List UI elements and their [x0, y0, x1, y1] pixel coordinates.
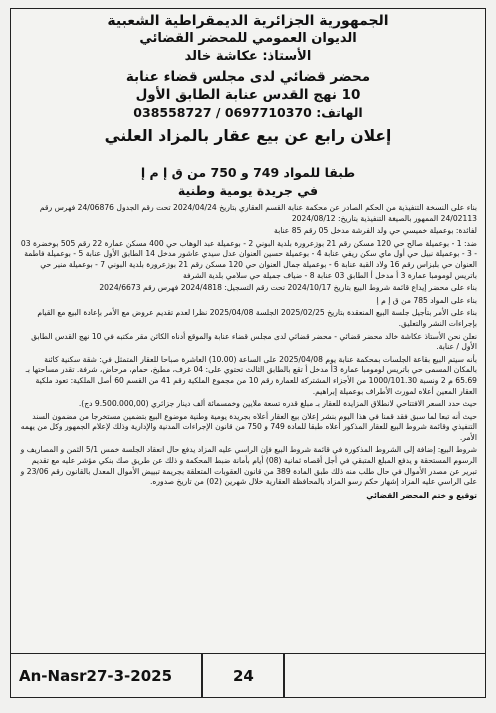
- paragraph: نعلن نحن الأستاذ عكاشة خالد محضر قضائي - محضر قضائي لدى مجلس قضاء عنابة والموقع أدناه الكائن مقر مكتبه في 10 نهج القدس الطابق الأول / عنابة.: [31, 331, 477, 352]
- notice-title: إعلان رابع عن بيع عقار بالمزاد العلني: [104, 127, 392, 145]
- paragraph: بأنه سيتم البيع بقاعة الجلسات بمحكمة عنابة يوم 2025/04/08 على الساعة (10.00) العاشرة صباحا للعقار المتمثل في: شقة سكنية كائنة بالمكان المسمى حي باتريس لومومبا عمارة 3أ مدخل أ تقع بالطابق الثالث تحتوي على: 04 غرف، مطبخ، حمام، مرحاض، شرفة. تقدر مساحتها بـ 65.69 م 2 ونسبة 1000/101.30 من الأجزاء المشتركة للعمارة رقم 10 من مجموع الملكية رقم 41 من القسم 60 أصل الملكية: تعود ملكية العقار المعين أعلاه لمورث الأطراف بوعميلة إبراهيم.: [25, 354, 477, 396]
- office-name: الديوان العمومي للمحضر القضائي: [139, 31, 357, 46]
- paragraph: حيث حدد السعر الافتتاحي لانطلاق المزايدة للعقار بـ مبلغ قدره تسعة ملايين وخمسمائة ألف دينار جزائري (9.500.000,00 دج).: [78, 399, 477, 409]
- legal-notice-frame: [10, 8, 486, 698]
- paragraph: بناء على النسخة التنفيذية من الحكم الصادر عن محكمة عنابة القسم العقاري بتاريخ 2024/04/24 تحت رقم الجدول 24/06876 فهرس رقم 24/02113 الممهور بالصيغة التنفيذية بتاريخ: 2024/08/12: [39, 203, 477, 223]
- paragraph: بناء على محضر إيداع قائمة شروط البيع بتاريخ 2024/10/17 تحت رقم التسجيل: 2024/4818 فهرس رقم 2024/6673: [99, 283, 477, 293]
- footer-divider: [201, 654, 203, 697]
- notice-publication: في جريدة يومية وطنية: [177, 183, 319, 198]
- footer-divider: [283, 654, 285, 697]
- paragraph: بناء على المواد 785 من ق إ م إ: [376, 295, 477, 305]
- office-header: [11, 9, 485, 125]
- newspaper-date: An-Nasr27-3-2025: [19, 667, 173, 685]
- paragraph: ضد: 1 - بوعميلة صالح حي 120 مسكن رقم 21 بوزعرورة بلدية البوني 2 - بوعميلة عبد الوهاب حي 400 مسكن عمارة 22 رقم 505 بوخضرة 03 - 3 - بوعميلة نبيل حي أول ماي سكن ريفي عنابة 4 - بوعميلة حسين العنوان عدل سيدي عاشور مدخل 14 الطابق الأول عنابة 5 - بوعميلة فاطمة العنوان حي بلبزاس رقم 16 ولاد القبة عنابة 6 - بوعميلة جمال العنوان حي 120 مسكن رقم 21 بوزعرورة بلدية البوني 7 - بوعميلة منير حي باتريس لومومبا عمارة 3 أ مدخل أ الطابق 03 عنابة 8 - ضياف جميلة حي سلامي بلدية الشرفة: [20, 238, 477, 280]
- republic-name: الجمهورية الجزائرية الديمقراطية الشعبية: [107, 13, 389, 29]
- page-number: 24: [233, 667, 254, 685]
- page-footer: [11, 653, 485, 697]
- paragraph: حيث أنه تبعا لما سبق فقد قمنا في هذا اليوم بنشر إعلان بيع العقار أعلاه بجريدة يومية وطنية موضوع البيع بتضمين مستخرجا من مضمون السند التنفيذي وقائمة شروط البيع للعقار المذكور أعلاه طبقا للمادة 749 و 750 من قانون الإجراءات المدنية والإدارية وذلك لإعلام الجمهور وكل من يهمه الأمر.: [20, 411, 477, 442]
- bailiff-title: محضر قضائي لدى مجلس قضاء عنابة: [125, 69, 371, 85]
- paragraph: شروط البيع: إضافة إلى الشروط المذكورة في قائمة شروط البيع فإن الراسي عليه المزاد يدفع حال انعقاد الجلسة خمس 5/1 الثمن و المصاريف و الرسوم المستحقة و يدفع المبلغ المتبقي في أجل أقصاه ثمانية (08) أيام بأمانة ضبط المحكمة و ذلك عن طريق صك بنكي مؤشر عليه مع تقديم تبرير عن مصدر الأموال في حال طلب منه ذلك طبق المادة 389 من قانون العقوبات المتعلقة بجريمة تبييض الأموال المعدل بالقانون رقم 23/06 و على الراسي عليه المزاد إشهار حكم رسو المزاد بالمحافظة العقارية خلال شهرين (02) من تاريخ صدوره.: [20, 445, 477, 487]
- paragraph: لفائدة: بوعميلة خميسي حي ولد الفرشة مدخل 05 رقم 85 عنابة: [274, 226, 477, 236]
- bailiff-name: الأستاذ: عكاشة خالد: [184, 49, 312, 64]
- signature-line: توقيع و ختم المحضر القضائي: [366, 490, 477, 500]
- office-phone: الهاتف: 0697710370 / 038558727: [133, 105, 363, 120]
- notice-legal-basis: طبقا للمواد 749 و 750 من ق إ م إ: [140, 165, 356, 180]
- office-address: 10 نهج القدس عنابة الطابق الأول: [135, 87, 361, 103]
- notice-body: [19, 203, 477, 653]
- paragraph: بناء على الأمر بتأجيل جلسة البيع المنعقدة بتاريخ 2025/02/25 الجلسة 2025/04/08 نظرا لعدم تقديم عروض مع الأمر بإعادة البيع مع القيام بإجراءات النشر والتعليق.: [37, 308, 477, 328]
